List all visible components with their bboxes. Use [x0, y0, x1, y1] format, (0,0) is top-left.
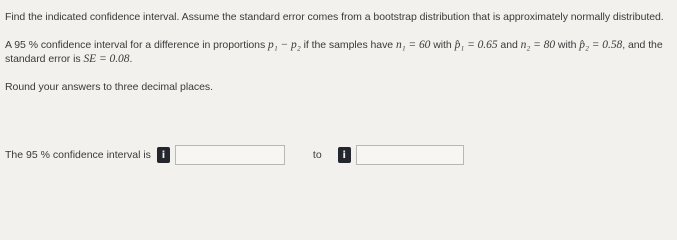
info-icon[interactable]: i: [157, 147, 170, 163]
givens-text-1: A 95 % confidence interval for a difference in proportions: [5, 39, 266, 51]
problem-givens: [5, 38, 673, 66]
difference-expression: p₁ − p₂: [268, 39, 301, 51]
givens-text-4: and: [497, 39, 521, 51]
givens-text-7: .: [129, 53, 133, 65]
lower-bound-input[interactable]: [175, 145, 285, 165]
givens-text-2: if the samples have: [300, 39, 396, 51]
answer-prefix: The 95 % confidence interval is: [5, 149, 151, 161]
info-icon[interactable]: i: [338, 147, 351, 163]
answer-row: [5, 143, 464, 167]
givens-text-3: with: [430, 39, 455, 51]
answer-connector: to: [312, 149, 322, 161]
sample-size-2: n₂ = 80: [520, 39, 556, 51]
upper-bound-input[interactable]: [356, 145, 464, 165]
rounding-instruction: Round your answers to three decimal places.: [5, 81, 213, 93]
sample-size-1: n₁ = 60: [395, 39, 431, 51]
problem-text: [5, 10, 673, 94]
problem-intro: Find the indicated confidence interval. Assume the standard error comes from a bootstrap distribution that is approximately normally distributed.: [5, 11, 664, 23]
sample-proportion-1: p̂₁ = 0.65: [454, 39, 498, 51]
sample-proportion-2: p̂₂ = 0.58: [579, 39, 623, 51]
standard-error: SE = 0.08: [83, 53, 130, 65]
givens-text-6: , and the standard error is: [5, 39, 663, 65]
givens-text-5: with: [555, 39, 580, 51]
